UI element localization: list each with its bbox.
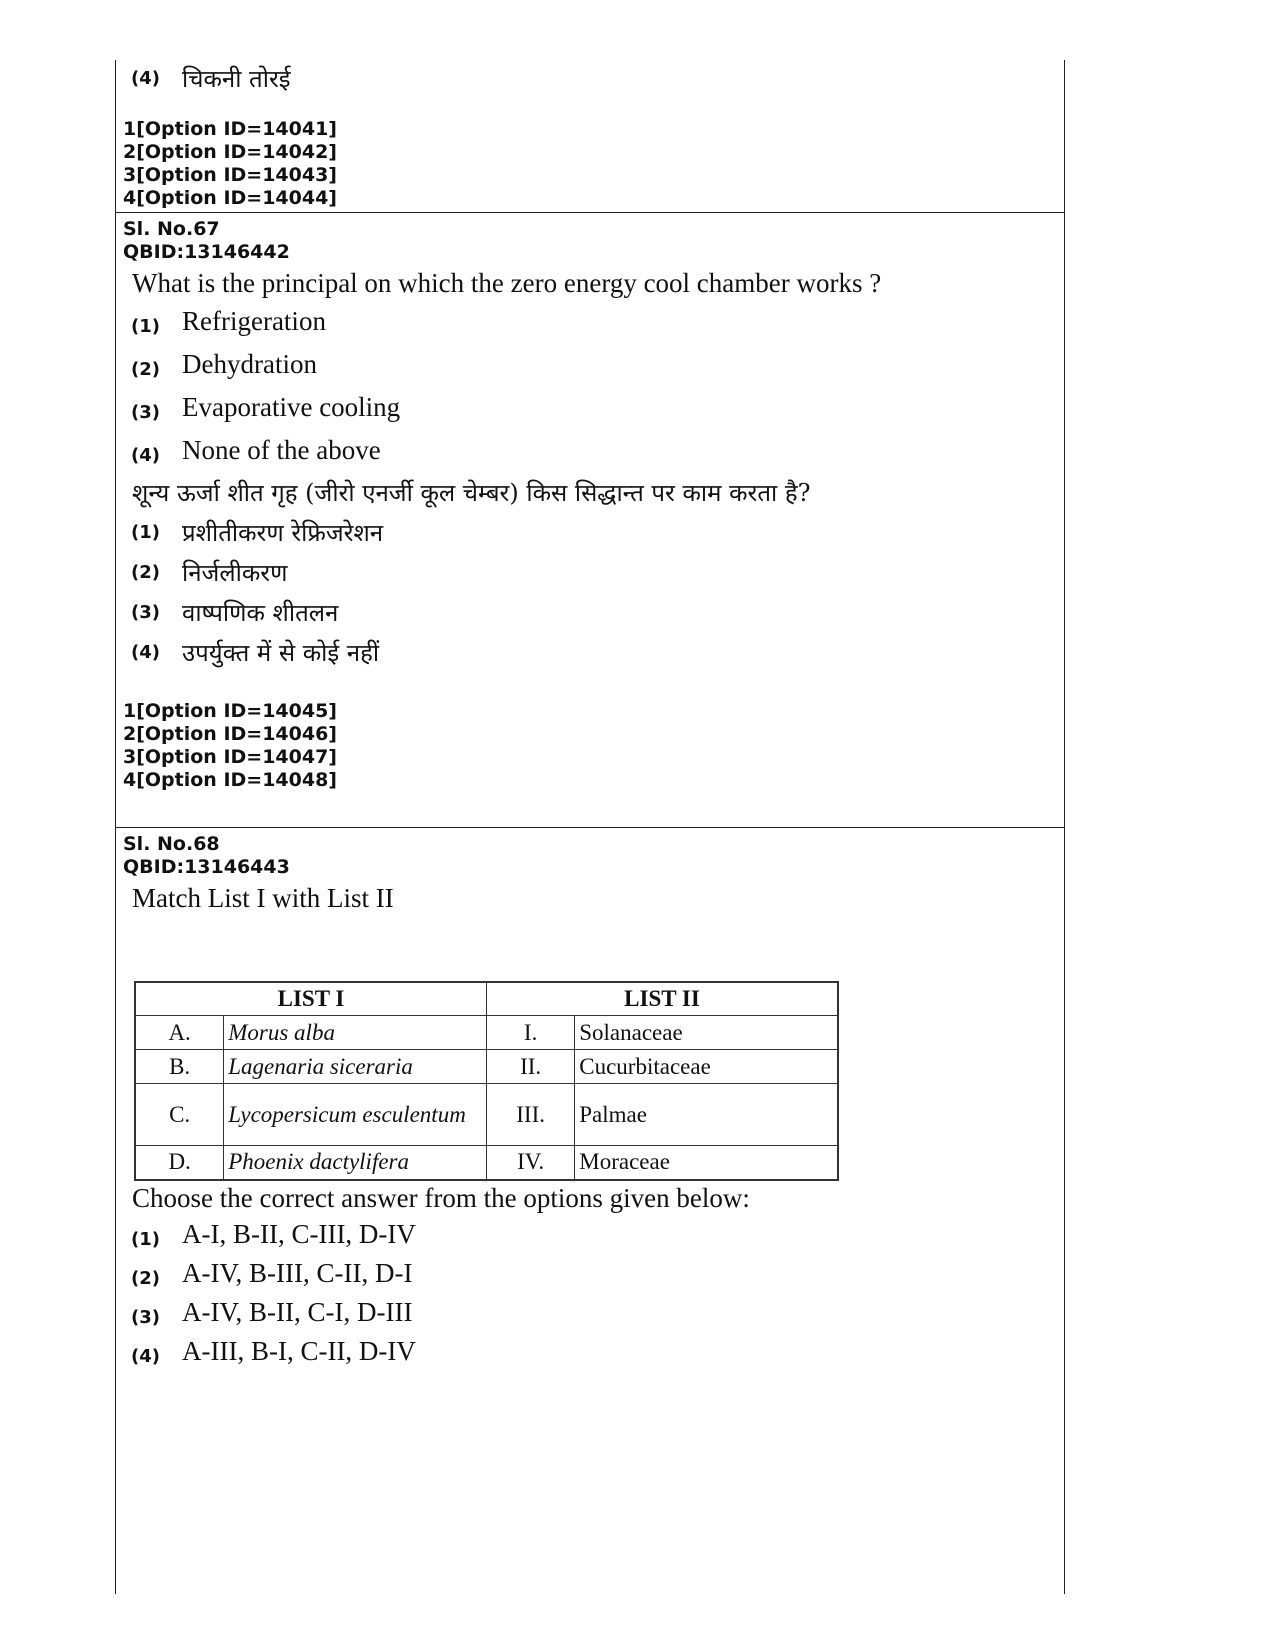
list-2-value: Cucurbitaceae (575, 1050, 838, 1084)
option-text: प्रशीतीकरण रेफ्रिजरेशन (182, 519, 384, 547)
list-2-value: Moraceae (575, 1146, 838, 1180)
list-2-key: III. (487, 1084, 575, 1146)
option-hi-3 (116, 594, 1064, 634)
divider (116, 212, 1064, 213)
option-en-1 (116, 304, 1064, 347)
list-1-key: A. (135, 1016, 224, 1050)
option-number: (4) (131, 68, 160, 89)
list-1-value: Lagenaria siceraria (224, 1050, 487, 1084)
table-row (135, 1016, 838, 1050)
option-id-2: 2[Option ID=14042] (123, 141, 337, 163)
answer-block (116, 1181, 1064, 1373)
table-header-row (135, 982, 838, 1016)
option-4 (116, 1334, 1064, 1373)
list-1-header: LIST I (135, 982, 487, 1016)
divider (116, 827, 1064, 828)
option-id-1: 1[Option ID=14041] (123, 118, 337, 140)
option-id-3: 3[Option ID=14047] (123, 746, 337, 768)
list-1-value: Phoenix dactylifera (224, 1146, 487, 1180)
option-id-3: 3[Option ID=14043] (123, 164, 337, 186)
list-1-key: C. (135, 1084, 224, 1146)
option-number: (2) (131, 359, 160, 380)
choose-instruction: Choose the correct answer from the options given below: (132, 1183, 750, 1213)
option-id-2: 2[Option ID=14046] (123, 723, 337, 745)
option-hi-1 (116, 514, 1064, 554)
question-text-hi: शून्य ऊर्जा शीत गृह (जीरो एनर्जी कूल चेम्बर) किस सिद्धान्त पर काम करता है? (132, 479, 811, 507)
table-row (135, 1050, 838, 1084)
option-number: (3) (131, 402, 160, 423)
list-2-key: IV. (487, 1146, 575, 1180)
table-row (135, 1084, 838, 1146)
question-68 (116, 833, 1064, 1593)
question-67 (116, 218, 1064, 792)
serial-number: Sl. No.68 (123, 833, 220, 855)
question-text: Match List I with List II (132, 883, 394, 913)
option-number: (2) (131, 1268, 160, 1289)
list-1-key: B. (135, 1050, 224, 1084)
option-text: चिकनी तोरई (182, 65, 291, 93)
list-1-key: D. (135, 1146, 224, 1180)
qbid: QBID:13146442 (123, 241, 290, 263)
option-number: (4) (131, 642, 160, 663)
option-3 (116, 1295, 1064, 1334)
page-frame (115, 60, 1065, 1594)
list-2-key: II. (487, 1050, 575, 1084)
option-number: (1) (131, 1229, 160, 1250)
question-text-en: What is the principal on which the zero energy cool chamber works ? (132, 268, 882, 298)
option-text: A-IV, B-II, C-I, D-III (182, 1297, 413, 1327)
option-2 (116, 1256, 1064, 1295)
option-en-3 (116, 390, 1064, 433)
option-number: (3) (131, 1307, 160, 1328)
option-number: (2) (131, 562, 160, 583)
option-text: Evaporative cooling (182, 392, 401, 422)
list-1-value: Lycopersicum esculentum (224, 1084, 487, 1146)
option-1 (116, 1217, 1064, 1256)
option-number: (4) (131, 445, 160, 466)
option-en-2 (116, 347, 1064, 390)
list-2-header: LIST II (487, 982, 839, 1016)
serial-number: Sl. No.67 (123, 218, 220, 240)
option-text: उपर्युक्त में से कोई नहीं (182, 639, 380, 667)
match-table (134, 981, 839, 1181)
option-id-4: 4[Option ID=14044] (123, 187, 337, 209)
list-2-value: Palmae (575, 1084, 838, 1146)
qbid: QBID:13146443 (123, 856, 290, 878)
option-hi-4 (116, 60, 1064, 100)
option-text: None of the above (182, 435, 381, 465)
option-text: वाष्पणिक शीतलन (182, 599, 339, 627)
option-id-4: 4[Option ID=14048] (123, 769, 337, 791)
option-number: (3) (131, 602, 160, 623)
list-2-value: Solanaceae (575, 1016, 838, 1050)
option-text: A-IV, B-III, C-II, D-I (182, 1258, 413, 1288)
option-text: Dehydration (182, 349, 317, 379)
option-number: (1) (131, 522, 160, 543)
list-1-value: Morus alba (224, 1016, 487, 1050)
option-number: (1) (131, 316, 160, 337)
option-text: A-I, B-II, C-III, D-IV (182, 1219, 416, 1249)
table-row (135, 1146, 838, 1180)
option-en-4 (116, 433, 1064, 476)
option-text: Refrigeration (182, 306, 326, 336)
option-text: निर्जलीकरण (182, 559, 288, 587)
option-hi-4 (116, 634, 1064, 674)
option-id-1: 1[Option ID=14045] (123, 700, 337, 722)
list-2-key: I. (487, 1016, 575, 1050)
option-number: (4) (131, 1346, 160, 1367)
option-hi-2 (116, 554, 1064, 594)
option-text: A-III, B-I, C-II, D-IV (182, 1336, 416, 1366)
previous-question-tail (116, 60, 1064, 210)
